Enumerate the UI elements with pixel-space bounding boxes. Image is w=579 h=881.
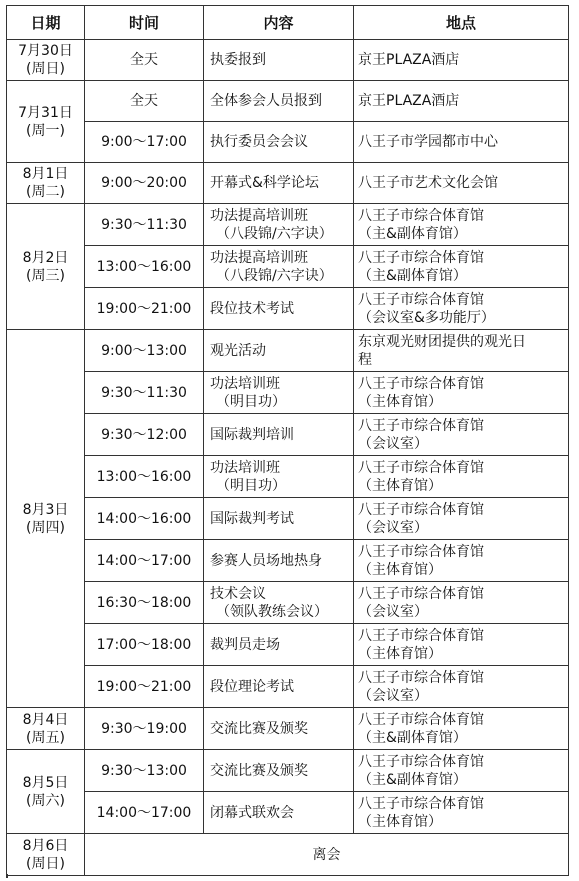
content-cell xyxy=(204,372,354,414)
place-text: 八王子市综合体育馆 xyxy=(358,501,484,518)
content-cell xyxy=(204,582,354,624)
table-edge-mark xyxy=(6,874,8,878)
content-text: 国际裁判考试 xyxy=(210,510,294,527)
content-subtext: （明目功） xyxy=(216,477,286,494)
time-cell: 9:30～19:00 xyxy=(85,708,204,750)
table-row xyxy=(7,834,569,876)
content-text: 执行委员会会议 xyxy=(210,134,308,150)
content-cell xyxy=(204,81,354,122)
content-cell xyxy=(204,666,354,708)
time-cell: 全天 xyxy=(85,40,204,81)
content-text: 观光活动 xyxy=(210,342,266,359)
place-cell xyxy=(354,456,569,498)
place-cell xyxy=(354,750,569,792)
header-time: 时间 xyxy=(85,6,204,40)
content-text: 全体参会人员报到 xyxy=(210,93,322,109)
content-text: 国际裁判培训 xyxy=(210,426,294,443)
weekday-text: (周五) xyxy=(26,729,65,746)
place-text: 八王子市学园都市中心 xyxy=(358,134,498,150)
content-cell xyxy=(204,750,354,792)
time-cell: 13:00～16:00 xyxy=(85,246,204,288)
weekday-text: (周日) xyxy=(26,61,65,77)
content-cell xyxy=(204,456,354,498)
time-cell: 9:00～20:00 xyxy=(85,163,204,204)
header-date: 日期 xyxy=(7,6,85,40)
date-text: 8月1日 xyxy=(22,166,69,182)
place-text: 京王PLAZA酒店 xyxy=(358,93,460,109)
table-row xyxy=(7,414,569,456)
content-text: 段位技术考试 xyxy=(210,300,294,317)
place-subtext: （会议室） xyxy=(358,519,428,536)
content-cell xyxy=(204,330,354,372)
table-row xyxy=(7,666,569,708)
place-cell xyxy=(354,288,569,330)
date-cell xyxy=(7,163,85,204)
table-row xyxy=(7,540,569,582)
place-text: 八王子市综合体育馆 xyxy=(358,585,484,602)
date-text: 8月6日 xyxy=(22,837,69,854)
weekday-text: (周三) xyxy=(26,267,65,284)
table-row xyxy=(7,330,569,372)
content-text: 功法提高培训班 xyxy=(210,207,308,224)
content-text: 裁判员走场 xyxy=(210,636,280,653)
content-text: 交流比赛及颁奖 xyxy=(210,762,308,779)
content-text: 开幕式&科学论坛 xyxy=(210,175,319,191)
weekday-text: (周四) xyxy=(26,519,65,536)
table-row xyxy=(7,122,569,163)
date-text: 8月4日 xyxy=(22,711,69,728)
content-cell xyxy=(204,163,354,204)
time-cell: 13:00～16:00 xyxy=(85,456,204,498)
header-place: 地点 xyxy=(354,6,569,40)
date-cell xyxy=(7,708,85,750)
place-cell xyxy=(354,624,569,666)
time-cell: 9:30～11:30 xyxy=(85,204,204,246)
place-cell xyxy=(354,582,569,624)
place-subtext: （会议室） xyxy=(358,435,428,452)
content-text: 闭幕式联欢会 xyxy=(210,804,294,821)
place-subtext: （主体育馆） xyxy=(358,393,442,410)
departure-cell: 离会 xyxy=(85,834,569,876)
time-cell: 16:30～18:00 xyxy=(85,582,204,624)
table-row xyxy=(7,372,569,414)
content-cell xyxy=(204,288,354,330)
place-subtext: （主体育馆） xyxy=(358,477,442,494)
place-text: 八王子市综合体育馆 xyxy=(358,375,484,392)
content-text: 交流比赛及颁奖 xyxy=(210,720,308,737)
time-cell: 19:00～21:00 xyxy=(85,666,204,708)
time-cell: 9:30～13:00 xyxy=(85,750,204,792)
place-subtext: （主&副体育馆） xyxy=(358,771,467,788)
place-cell xyxy=(354,163,569,204)
place-text: 京王PLAZA酒店 xyxy=(358,52,460,68)
place-subtext: （会议室） xyxy=(358,687,428,704)
table-row xyxy=(7,288,569,330)
content-text: 功法培训班 xyxy=(210,375,280,392)
time-cell: 17:00～18:00 xyxy=(85,624,204,666)
content-subtext: （八段锦/六字诀） xyxy=(216,225,333,242)
date-cell xyxy=(7,330,85,708)
content-cell xyxy=(204,414,354,456)
content-cell xyxy=(204,540,354,582)
table-row xyxy=(7,750,569,792)
table-row xyxy=(7,708,569,750)
content-subtext: （明目功） xyxy=(216,393,286,410)
place-text: 八王子市综合体育馆 xyxy=(358,795,484,812)
header-row xyxy=(7,6,569,40)
table-row xyxy=(7,498,569,540)
place-text: 八王子市综合体育馆 xyxy=(358,543,484,560)
place-cell xyxy=(354,122,569,163)
place-text: 八王子市综合体育馆 xyxy=(358,627,484,644)
place-cell xyxy=(354,414,569,456)
place-subtext: （主体育馆） xyxy=(358,561,442,578)
content-cell xyxy=(204,204,354,246)
place-text: 八王子市艺术文化会馆 xyxy=(358,175,498,191)
place-cell xyxy=(354,708,569,750)
table-row xyxy=(7,792,569,834)
place-text: 八王子市综合体育馆 xyxy=(358,291,484,308)
content-cell xyxy=(204,498,354,540)
table-row xyxy=(7,456,569,498)
place-cell xyxy=(354,330,569,372)
place-cell xyxy=(354,81,569,122)
place-cell xyxy=(354,666,569,708)
date-cell xyxy=(7,750,85,834)
schedule-table xyxy=(6,5,569,876)
content-cell xyxy=(204,122,354,163)
table-row xyxy=(7,204,569,246)
table-row xyxy=(7,624,569,666)
date-text: 8月3日 xyxy=(22,501,69,518)
content-text: 参赛人员场地热身 xyxy=(210,552,322,569)
content-cell xyxy=(204,624,354,666)
place-subtext: （主&副体育馆） xyxy=(358,267,467,284)
weekday-text: (周六) xyxy=(26,792,65,809)
date-cell xyxy=(7,81,85,163)
table-row xyxy=(7,163,569,204)
place-cell xyxy=(354,792,569,834)
date-text: 8月2日 xyxy=(22,249,69,266)
content-cell xyxy=(204,40,354,81)
place-subtext: （主体育馆） xyxy=(358,813,442,830)
time-cell: 14:00～17:00 xyxy=(85,540,204,582)
table-row xyxy=(7,246,569,288)
table-row xyxy=(7,81,569,122)
table-row xyxy=(7,582,569,624)
place-text: 八王子市综合体育馆 xyxy=(358,711,484,728)
table-row xyxy=(7,40,569,81)
place-subtext: （会议室&多功能厅） xyxy=(358,309,495,326)
place-subtext: （主&副体育馆） xyxy=(358,729,467,746)
content-text: 技术会议 xyxy=(210,585,266,602)
place-cell xyxy=(354,246,569,288)
content-subtext: （八段锦/六字诀） xyxy=(216,267,333,284)
content-cell xyxy=(204,708,354,750)
time-cell: 全天 xyxy=(85,81,204,122)
place-text: 八王子市综合体育馆 xyxy=(358,669,484,686)
header-content: 内容 xyxy=(204,6,354,40)
content-text: 执委报到 xyxy=(210,52,266,68)
place-cell xyxy=(354,498,569,540)
place-cell xyxy=(354,372,569,414)
content-text: 段位理论考试 xyxy=(210,678,294,695)
date-cell xyxy=(7,204,85,330)
time-cell: 9:30～12:00 xyxy=(85,414,204,456)
place-subtext: （主体育馆） xyxy=(358,645,442,662)
content-cell xyxy=(204,792,354,834)
place-text: 八王子市综合体育馆 xyxy=(358,207,484,224)
time-cell: 9:30～11:30 xyxy=(85,372,204,414)
time-cell: 9:00～13:00 xyxy=(85,330,204,372)
place-subtext: 程 xyxy=(358,351,372,368)
place-text: 八王子市综合体育馆 xyxy=(358,249,484,266)
content-text: 功法培训班 xyxy=(210,459,280,476)
place-cell xyxy=(354,540,569,582)
date-text: 7月30日 xyxy=(18,43,73,59)
date-cell xyxy=(7,834,85,876)
place-text: 八王子市综合体育馆 xyxy=(358,753,484,770)
weekday-text: (周二) xyxy=(26,184,65,200)
content-text: 功法提高培训班 xyxy=(210,249,308,266)
place-subtext: （会议室） xyxy=(358,603,428,620)
content-subtext: （领队教练会议） xyxy=(216,603,328,620)
place-subtext: （主&副体育馆） xyxy=(358,225,467,242)
date-text: 7月31日 xyxy=(18,104,73,121)
weekday-text: (周日) xyxy=(26,855,65,872)
place-cell xyxy=(354,204,569,246)
place-text: 八王子市综合体育馆 xyxy=(358,417,484,434)
schedule-body xyxy=(7,40,569,876)
time-cell: 14:00～16:00 xyxy=(85,498,204,540)
place-cell xyxy=(354,40,569,81)
date-text: 8月5日 xyxy=(22,774,69,791)
time-cell: 19:00～21:00 xyxy=(85,288,204,330)
content-cell xyxy=(204,246,354,288)
weekday-text: (周一) xyxy=(26,122,65,139)
place-text: 东京观光财团提供的观光日 xyxy=(358,333,526,350)
place-text: 八王子市综合体育馆 xyxy=(358,459,484,476)
time-cell: 14:00～17:00 xyxy=(85,792,204,834)
time-cell: 9:00～17:00 xyxy=(85,122,204,163)
date-cell xyxy=(7,40,85,81)
